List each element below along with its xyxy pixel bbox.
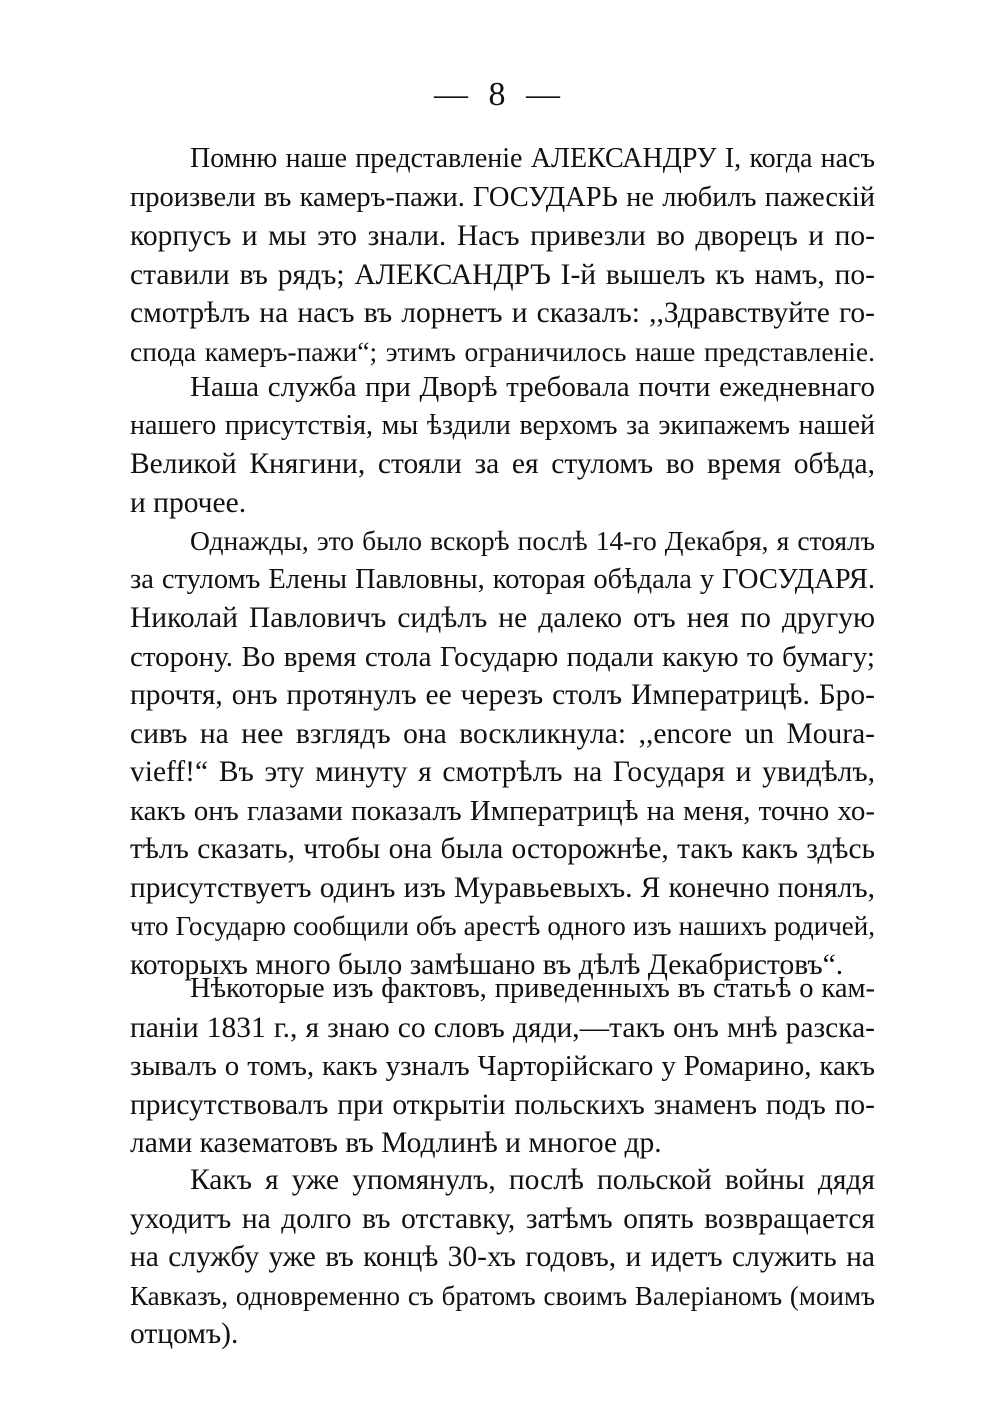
text-line: Великой Княгини, стояли за ея стуломъ во время обѣда, (130, 448, 875, 480)
page-number: — 8 — (434, 76, 566, 113)
text-line: нашего присутствія, мы ѣздили верхомъ за экипажемъ нашей (130, 409, 875, 441)
text-line: сторону. Во время стола Государю подали какую то бумагу; (130, 640, 875, 673)
text-line: и прочее. (130, 486, 247, 519)
text-line: произвели въ камеръ-пажи. ГОСУДАРЬ не любилъ пажескій (130, 181, 875, 213)
text-line: тѣлъ сказать, чтобы она была осторожнѣе, такъ какъ здѣсь (130, 833, 875, 865)
text-line: Какъ я уже упомянулъ, послѣ польской войны дядя (190, 1164, 875, 1196)
text-line: Кавказъ, одновременно съ братомъ своимъ Валеріаномъ (моимъ (130, 1280, 875, 1311)
paragraph-presentation-to-alexander (130, 140, 875, 371)
text-line: что Государю сообщили объ арестѣ одного изъ нашихъ родичей, (130, 911, 875, 941)
text-line: прочтя, онъ протянулъ ее черезъ столъ Императрицѣ. Бро- (130, 679, 875, 711)
text-line: спода камеръ-пажи“; этимъ ограничилось наше представленіе. (130, 335, 875, 367)
text-line: Нѣкоторые изъ фактовъ, приведенныхъ въ статьѣ о кам- (190, 973, 875, 1004)
text-line: на службу уже въ концѣ 30-хъ годовъ, и идетъ служить на (130, 1241, 875, 1273)
paragraph-encore-un-mouravieff (130, 522, 875, 984)
text-line: уходитъ на долго въ отставку, затѣмъ опять возвращается (130, 1202, 875, 1235)
text-line: присутствуетъ одинъ изъ Муравьевыхъ. Я конечно понялъ, (130, 871, 875, 904)
text-line: vieff!“ Въ эту минуту я смотрѣлъ на Государя и увидѣлъ, (130, 756, 875, 788)
paragraph-campaign-1831 (130, 970, 875, 1163)
text-line: Однажды, это было вскорѣ послѣ 14-го Декабря, я стоялъ (190, 525, 875, 556)
text-line: ставили въ рядъ; АЛЕКСАНДРЪ I-й вышелъ къ намъ, по- (130, 258, 875, 291)
paragraph-retirement-and-caucasus (130, 1161, 875, 1354)
text-line: которыхъ много было замѣшано въ дѣлѣ Декабристовъ“. (130, 948, 844, 981)
text-line: Николай Павловичъ сидѣлъ не далеко отъ нея по другую (130, 602, 875, 634)
text-line: смотрѣлъ на насъ въ лорнетъ и сказалъ: ,,Здравствуйте го- (130, 297, 875, 329)
text-line: Помню наше представленіе АЛЕКСАНДРУ I, когда насъ (190, 143, 875, 174)
text-line: Наша служба при Дворѣ требовала почти ежедневнаго (190, 371, 875, 403)
text-line: какъ онъ глазами показалъ Императрицѣ на меня, точно хо- (130, 794, 875, 827)
text-line: сивъ на нее взглядъ она воскликнула: ,,encore un Moura- (130, 717, 875, 750)
text-line: лами казематовъ въ Модлинѣ и многое др. (130, 1127, 662, 1159)
text-line: зывалъ о томъ, какъ узналъ Чарторійскаго у Ромарино, какъ (130, 1050, 875, 1082)
text-line: присутствовалъ при открытіи польскихъ знаменъ подъ по- (130, 1088, 875, 1121)
text-line: паніи 1831 г., я знаю со словъ дяди,—такъ онъ мнѣ разска- (130, 1011, 875, 1044)
text-line: за стуломъ Елены Павловны, которая обѣдала у ГОСУДАРЯ. (130, 563, 875, 595)
paragraph-court-service (130, 368, 875, 522)
text-line: корпусъ и мы это знали. Насъ привезли во дворецъ и по- (130, 220, 875, 252)
text-line: отцомъ). (130, 1318, 239, 1350)
